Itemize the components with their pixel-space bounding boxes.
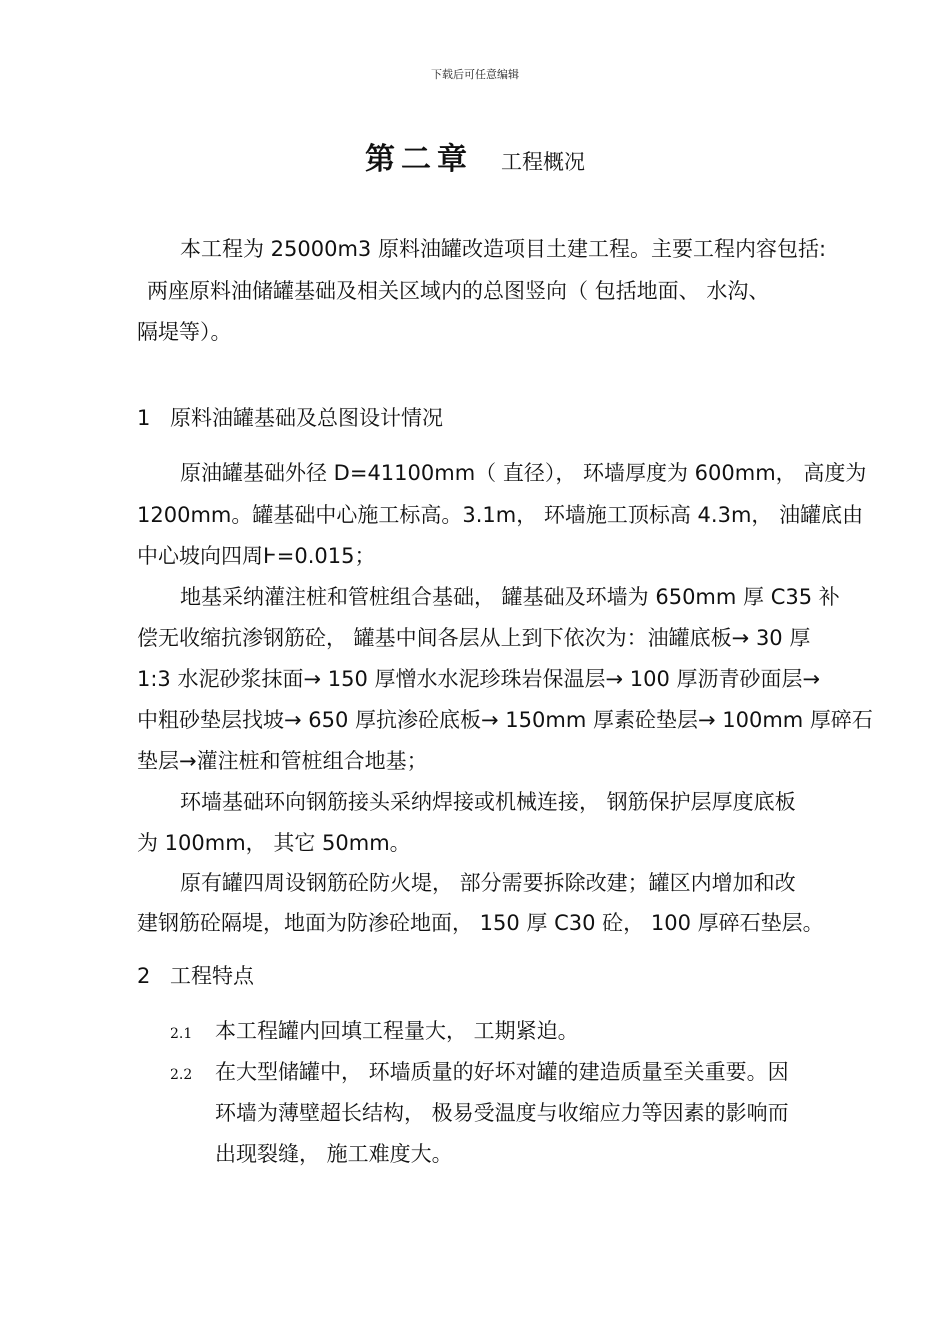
section-title: 工程特点 bbox=[170, 964, 254, 988]
page-header: 下载后可任意编辑 bbox=[431, 68, 519, 81]
item-text: 环墙为薄壁超长结构， 极易受温度与收缩应力等因素的影响而 bbox=[215, 1101, 789, 1125]
chapter-name: 工程概况 bbox=[501, 150, 585, 174]
item-text: 在大型储罐中， 环墙质量的好坏对罐的建造质量至关重要。因 bbox=[215, 1060, 789, 1084]
list-item bbox=[170, 1021, 579, 1042]
section-heading bbox=[137, 966, 254, 987]
body-line: 建钢筋砼隔堤，地面为防渗砼地面， 150 厚 C30 砼， 100 厚碎石垫层。 bbox=[137, 911, 824, 935]
item-number: 2.1 bbox=[170, 1026, 193, 1042]
body-line: 1200mm。罐基础中心施工标高。3.1m， 环墙施工顶标高 4.3m， 油罐底由 bbox=[137, 503, 864, 527]
section-number: 1 bbox=[137, 406, 151, 430]
body-line: 垫层→灌注桩和管桩组合地基； bbox=[137, 749, 428, 773]
section-title: 原料油罐基础及总图设计情况 bbox=[170, 406, 443, 430]
item-text: 出现裂缝， 施工难度大。 bbox=[215, 1142, 453, 1166]
body-line: 中心坡向四周Ⱶ=0.015； bbox=[137, 544, 376, 568]
body-line: 为 100mm， 其它 50mm。 bbox=[137, 831, 411, 855]
body-line: 原油罐基础外径 D=41100mm（ 直径）， 环墙厚度为 600mm， 高度为 bbox=[180, 461, 867, 485]
chapter-number: 第二章 bbox=[365, 142, 473, 177]
item-number: 2.2 bbox=[170, 1067, 193, 1083]
chapter-title bbox=[0, 134, 950, 178]
item-text: 本工程罐内回填工程量大， 工期紧迫。 bbox=[215, 1019, 579, 1043]
section-heading bbox=[137, 408, 443, 429]
body-line: 原有罐四周设钢筋砼防火堤， 部分需要拆除改建；罐区内增加和改 bbox=[180, 871, 796, 895]
intro-line: 本工程为 25000m3 原料油罐改造项目土建工程。主要工程内容包括: bbox=[180, 237, 827, 261]
body-line: 环墙基础环向钢筋接头采纳焊接或机械连接， 钢筋保护层厚度底板 bbox=[180, 790, 796, 814]
list-item bbox=[170, 1062, 789, 1083]
body-line: 1:3 水泥砂浆抹面→ 150 厚憎水水泥珍珠岩保温层→ 100 厚沥青砂面层→ bbox=[137, 667, 821, 691]
intro-line: 两座原料油储罐基础及相关区域内的总图竖向（ 包括地面、 水沟、 bbox=[147, 279, 770, 303]
intro-line: 隔堤等）。 bbox=[137, 320, 232, 344]
body-line: 偿无收缩抗渗钢筋砼， 罐基中间各层从上到下依次为：油罐底板→ 30 厚 bbox=[137, 626, 811, 650]
section-number: 2 bbox=[137, 964, 151, 988]
body-line: 地基采纳灌注桩和管桩组合基础， 罐基础及环墙为 650mm 厚 C35 补 bbox=[180, 585, 840, 609]
body-line: 中粗砂垫层找坡→ 650 厚抗渗砼底板→ 150mm 厚素砼垫层→ 100mm 厚碎石 bbox=[137, 708, 873, 732]
